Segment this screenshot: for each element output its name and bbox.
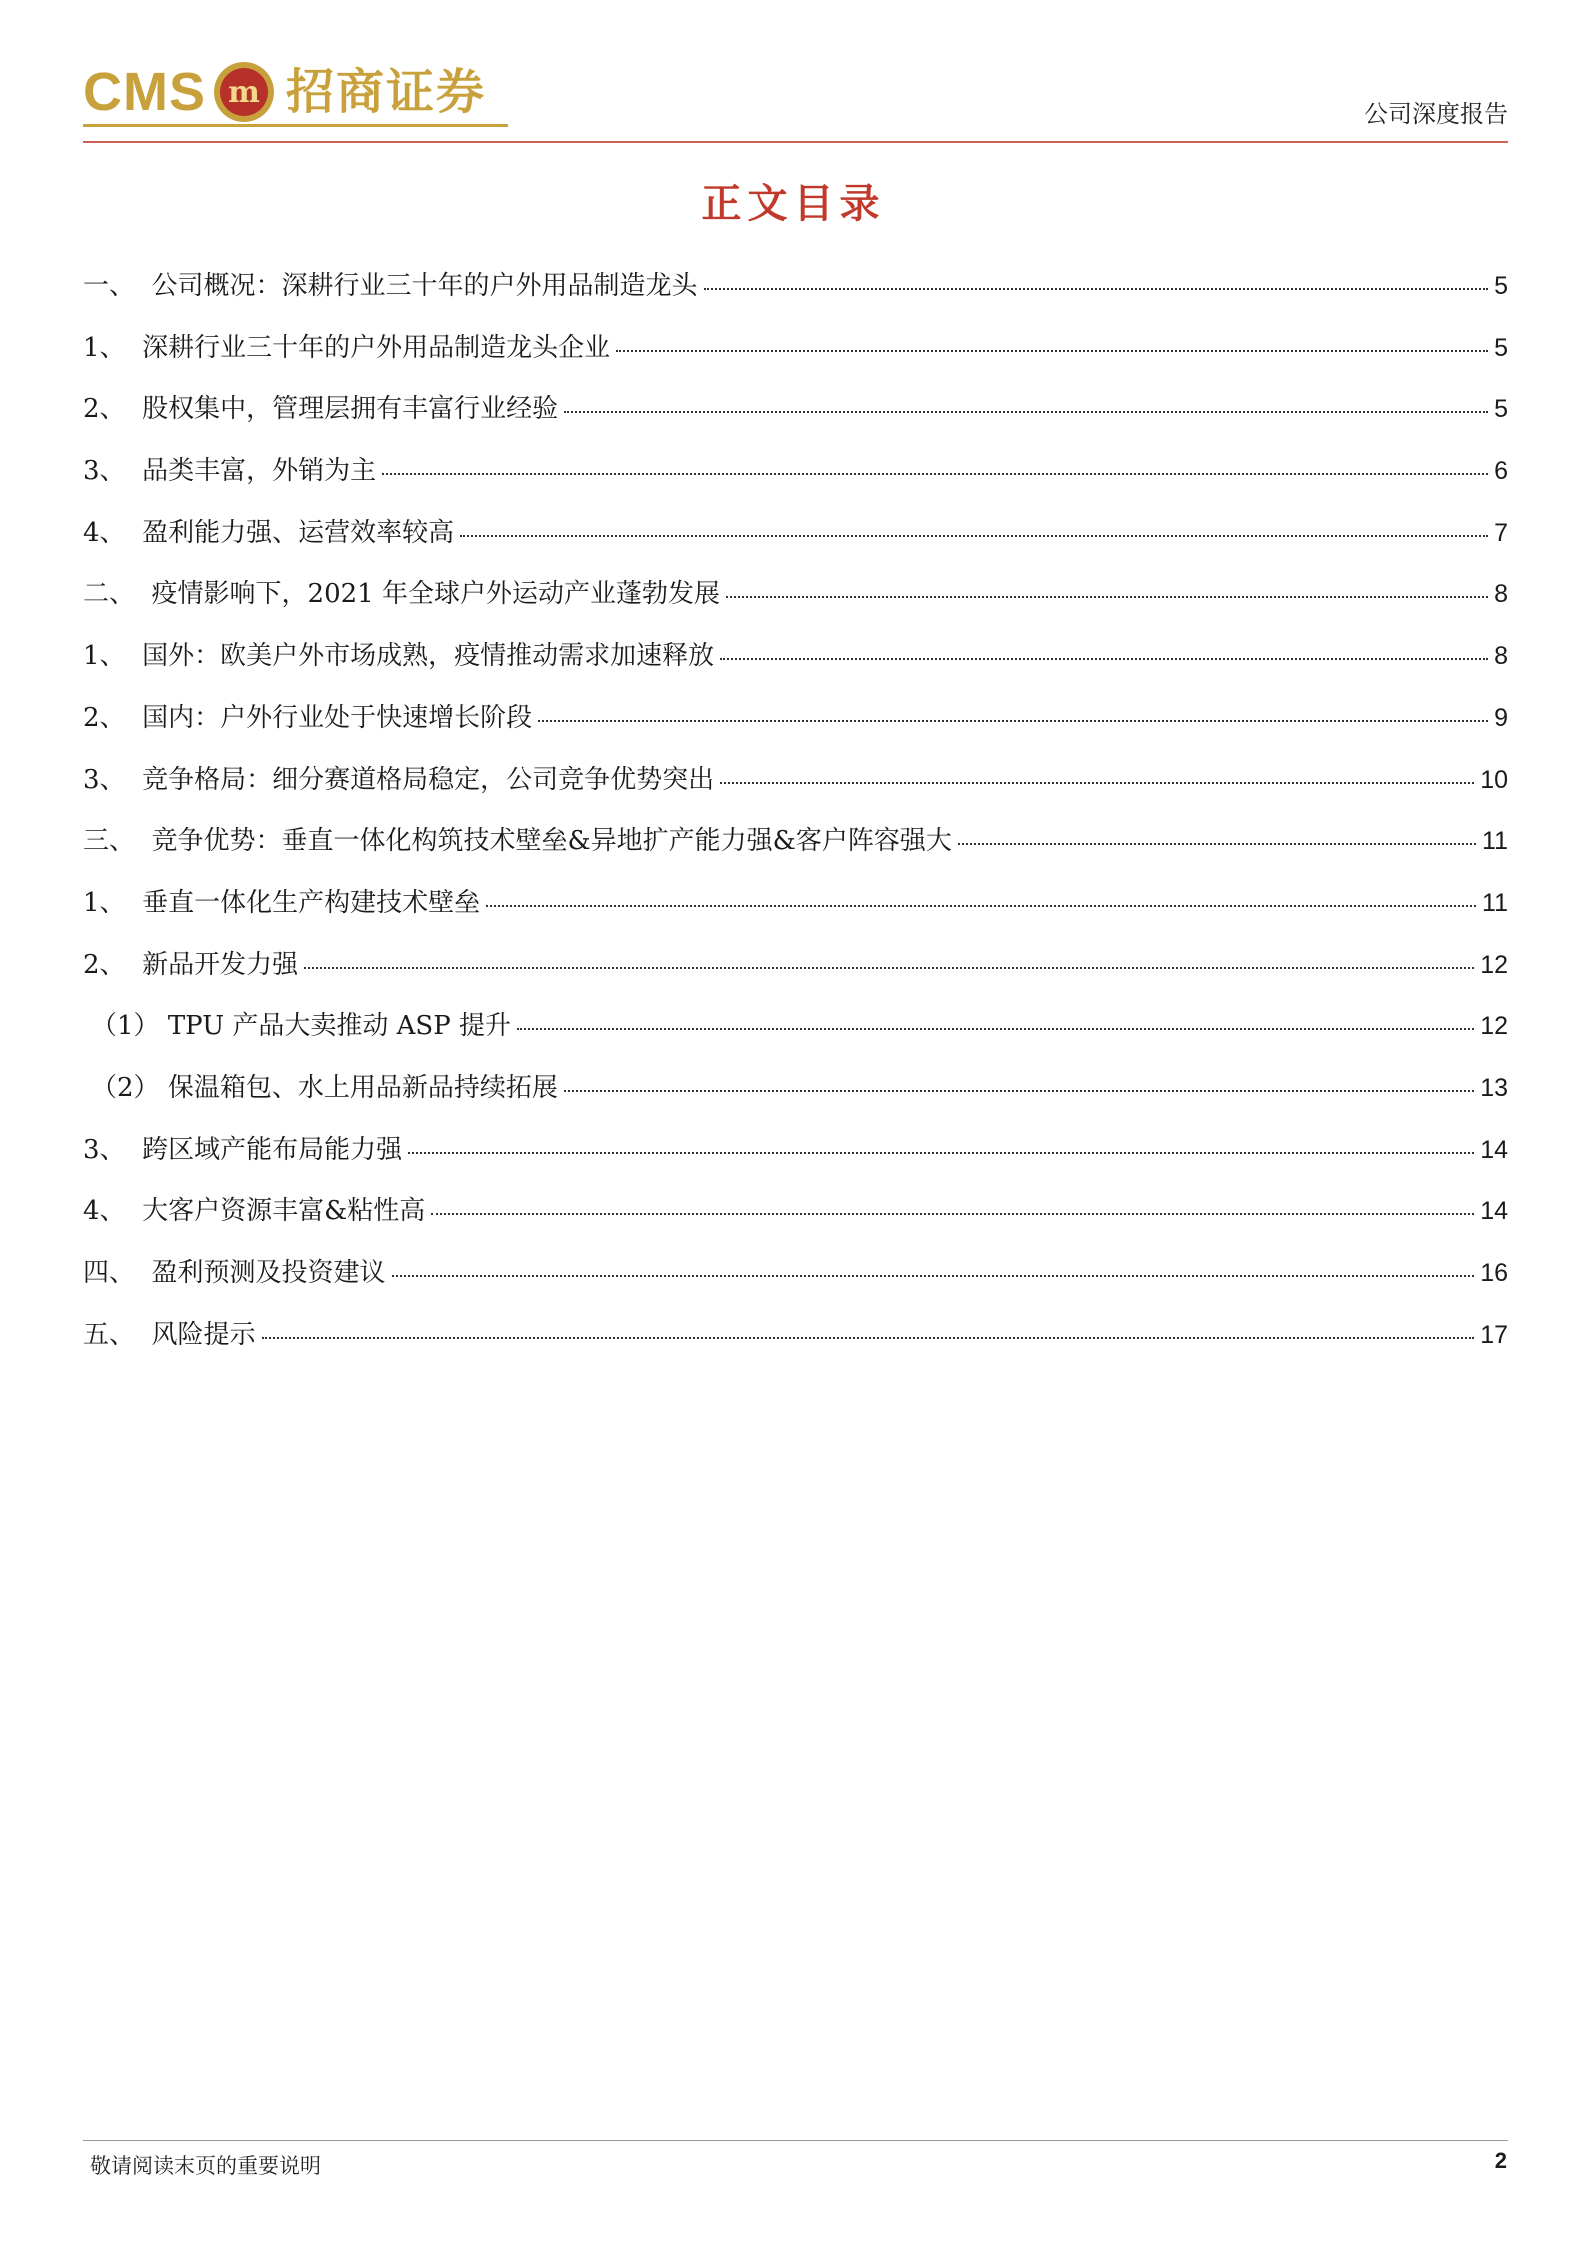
toc-dot-leader <box>262 1337 1475 1339</box>
toc-dot-leader <box>958 843 1476 845</box>
toc-entry-label: 竞争格局：细分赛道格局稳定，公司竞争优势突出 <box>142 764 715 795</box>
toc-dot-leader <box>720 658 1488 660</box>
toc-list <box>83 265 1508 1375</box>
toc-entry[interactable] <box>83 1067 1508 1129</box>
toc-entry-label: 风险提示 <box>151 1319 256 1350</box>
toc-entry-number: 二、 <box>83 579 152 610</box>
toc-entry-number: 1、 <box>83 641 143 672</box>
toc-entry-page: 14 <box>1480 1135 1508 1164</box>
toc-dot-leader <box>460 535 1488 537</box>
toc-entry[interactable] <box>83 1314 1508 1376</box>
toc-dot-leader <box>304 967 1474 969</box>
toc-entry-page: 14 <box>1480 1197 1508 1226</box>
toc-entry-label: 公司概况：深耕行业三十年的户外用品制造龙头 <box>151 271 698 301</box>
toc-entry-page: 11 <box>1482 827 1508 856</box>
toc-entry[interactable] <box>83 512 1508 574</box>
toc-entry-number: 2、 <box>83 394 143 425</box>
toc-entry-label: 垂直一体化生产构建技术壁垒 <box>142 887 481 918</box>
toc-entry-page: 11 <box>1482 888 1508 917</box>
toc-dot-leader <box>720 782 1474 784</box>
toc-entry[interactable] <box>83 944 1508 1006</box>
toc-dot-leader <box>382 473 1488 475</box>
toc-dot-leader <box>517 1028 1474 1030</box>
toc-entry-label: 品类丰富，外销为主 <box>142 456 377 487</box>
toc-entry-label: 疫情影响下，2021 年全球户外运动产业蓬勃发展 <box>151 579 720 610</box>
toc-dot-leader <box>431 1213 1474 1215</box>
toc-entry-label: 国内：户外行业处于快速增长阶段 <box>142 702 533 733</box>
toc-entry-number: 3、 <box>83 456 143 487</box>
report-type-label: 公司深度报告 <box>1364 100 1508 128</box>
toc-entry[interactable] <box>83 759 1508 821</box>
toc-entry-page: 8 <box>1494 580 1508 609</box>
toc-entry-number: 3、 <box>83 1134 143 1165</box>
cms-logo <box>83 60 486 124</box>
toc-entry[interactable] <box>83 1129 1508 1191</box>
toc-entry-number: 4、 <box>83 517 143 548</box>
toc-entry[interactable] <box>83 1005 1508 1067</box>
toc-dot-leader <box>408 1152 1474 1154</box>
toc-entry-number: 三、 <box>83 826 152 857</box>
toc-entry-label: 竞争优势：垂直一体化构筑技术壁垒&异地扩产能力强&客户阵容强大 <box>151 826 952 857</box>
page-header <box>83 52 1508 147</box>
toc-entry-label: 保温箱包、水上用品新品持续拓展 <box>167 1072 558 1103</box>
toc-entry-label: 国外：欧美户外市场成熟，疫情推动需求加速释放 <box>142 641 715 672</box>
toc-entry-page: 8 <box>1494 642 1508 671</box>
toc-entry-number: （2） <box>91 1072 168 1103</box>
footer-divider <box>83 2140 1508 2141</box>
toc-entry-label: 大客户资源丰富&粘性高 <box>142 1196 426 1227</box>
toc-entry-page: 17 <box>1480 1320 1508 1349</box>
toc-dot-leader <box>564 411 1488 413</box>
toc-entry[interactable] <box>83 697 1508 759</box>
toc-dot-leader <box>704 288 1489 290</box>
logo-latin-text: CMS <box>83 62 206 122</box>
toc-entry-number: 四、 <box>83 1258 152 1288</box>
toc-entry[interactable] <box>83 450 1508 512</box>
toc-entry-page: 16 <box>1480 1259 1508 1287</box>
logo-chinese-text: 招商证券 <box>286 64 487 120</box>
toc-dot-leader <box>726 596 1488 598</box>
toc-dot-leader <box>616 350 1488 352</box>
toc-entry-label: 盈利预测及投资建议 <box>151 1258 386 1288</box>
toc-entry-page: 12 <box>1480 1012 1508 1041</box>
toc-entry-number: （1） <box>91 1011 168 1042</box>
toc-entry[interactable] <box>83 265 1508 327</box>
logo-seal-icon <box>212 60 276 124</box>
toc-entry[interactable] <box>83 820 1508 882</box>
toc-entry-number: 一、 <box>83 271 152 301</box>
toc-entry-page: 12 <box>1480 950 1508 979</box>
toc-entry-label: 跨区域产能布局能力强 <box>142 1134 403 1165</box>
toc-dot-leader <box>564 1090 1474 1092</box>
toc-entry-page: 7 <box>1494 518 1508 547</box>
toc-entry-number: 2、 <box>83 949 143 980</box>
toc-entry-number: 2、 <box>83 702 143 733</box>
toc-entry[interactable] <box>83 388 1508 450</box>
toc-dot-leader <box>392 1275 1475 1277</box>
toc-entry-label: TPU 产品大卖推动 ASP 提升 <box>167 1011 511 1042</box>
toc-entry-number: 1、 <box>83 332 143 363</box>
toc-entry-page: 5 <box>1494 333 1508 362</box>
toc-entry-page: 10 <box>1480 765 1508 794</box>
toc-dot-leader <box>538 720 1488 722</box>
toc-dot-leader <box>486 905 1476 907</box>
toc-entry[interactable] <box>83 573 1508 635</box>
logo-underline <box>83 124 508 127</box>
toc-entry-page: 5 <box>1494 395 1508 424</box>
page-number: 2 <box>1494 2148 1507 2173</box>
toc-entry-number: 1、 <box>83 887 143 918</box>
toc-entry[interactable] <box>83 1190 1508 1252</box>
toc-entry-page: 9 <box>1494 703 1508 732</box>
toc-entry[interactable] <box>83 327 1508 389</box>
toc-entry-label: 盈利能力强、运营效率较高 <box>142 517 455 548</box>
toc-entry[interactable] <box>83 1252 1508 1314</box>
toc-entry-page: 6 <box>1494 457 1508 486</box>
toc-entry-label: 深耕行业三十年的户外用品制造龙头企业 <box>142 332 611 363</box>
toc-entry-number: 3、 <box>83 764 143 795</box>
toc-entry-number: 五、 <box>83 1319 152 1350</box>
logo-seal-text: m <box>228 75 260 110</box>
toc-title: 正文目录 <box>701 180 886 227</box>
toc-entry[interactable] <box>83 882 1508 944</box>
header-divider <box>83 141 1508 143</box>
toc-entry-number: 4、 <box>83 1196 143 1227</box>
toc-entry-page: 5 <box>1494 272 1508 300</box>
footer-disclaimer-note: 敬请阅读末页的重要说明 <box>90 2154 321 2178</box>
toc-entry-label: 股权集中，管理层拥有丰富行业经验 <box>142 394 559 425</box>
toc-entry-label: 新品开发力强 <box>142 949 299 980</box>
toc-entry[interactable] <box>83 635 1508 697</box>
toc-entry-page: 13 <box>1480 1073 1508 1102</box>
